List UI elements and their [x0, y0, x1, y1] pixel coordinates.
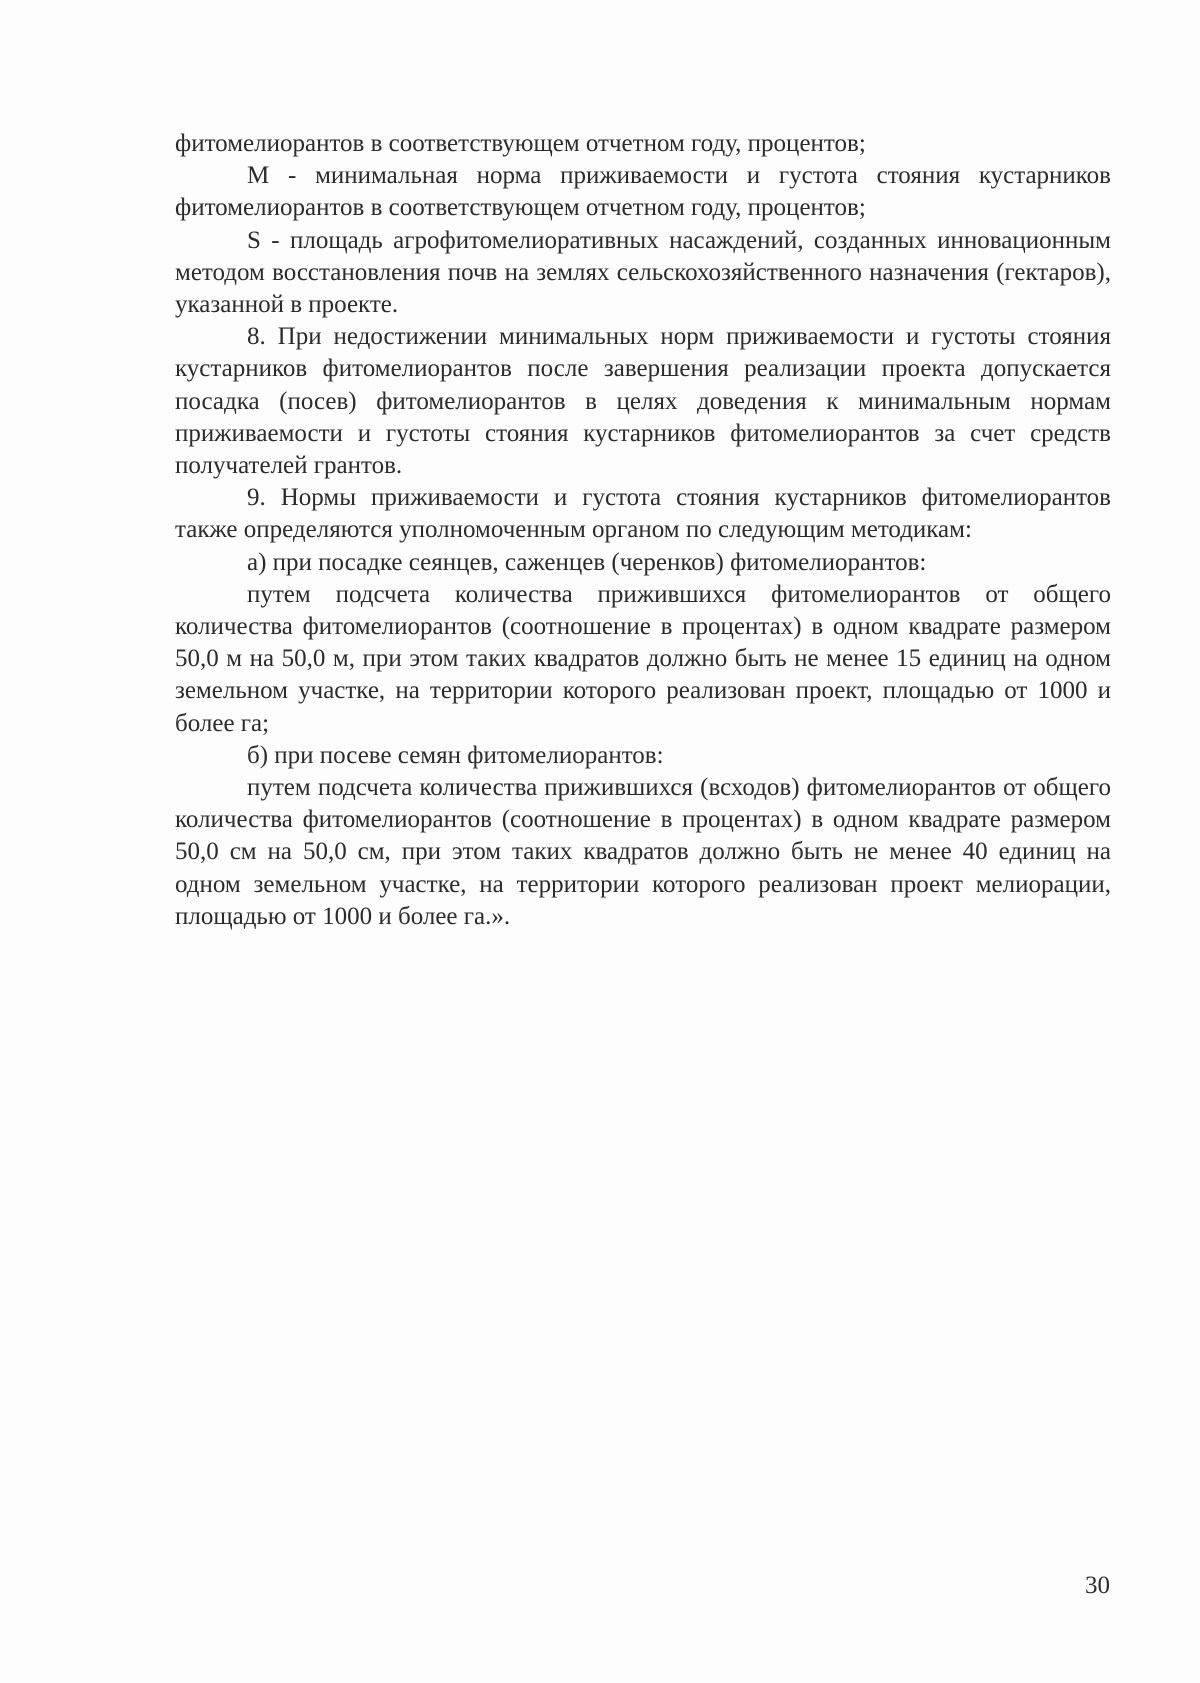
paragraph-method-b: путем подсчета количества прижившихся (всходов) фитомелиорантов от общего количества фитомелиорантов (соотношение в процентах) в одном квадрате размером 50,0 см на 50,0 см, при этом таких квадратов должно быть не менее 40 единиц на одном земельном участке, на территории которого реализован проект мелиорации, площадью от 1000 и более га.». [175, 774, 1111, 930]
paragraph-continuation: фитомелиорантов в соответствующем отчетном году, процентов; [175, 130, 866, 157]
paragraph-definition-m: М - минимальная норма приживаемости и густота стояния кустарников фитомелиорантов в соответствующем отчетном году, процентов; [175, 162, 1111, 222]
paragraph-method-a: путем подсчета количества прижившихся фитомелиорантов от общего количества фитомелиорантов (соотношение в процентах) в одном квадрате размером 50,0 м на 50,0 м, при этом таких квадратов должно быть не менее 15 единиц на одном земельном участке, на территории которого реализован проект, площадью от 1000 и более га; [175, 580, 1111, 737]
page-number: 30 [1085, 1572, 1110, 1599]
paragraph-subitem-b: б) при посеве семян фитомелиорантов: [247, 741, 664, 769]
paragraph-subitem-a: а) при посадке сеянцев, саженцев (черенков) фитомелиорантов: [247, 548, 927, 576]
paragraph-item-8: 8. При недостижении минимальных норм приживаемости и густоты стояния кустарников фитомелиорантов после завершения реализации проекта допускается посадка (посев) фитомелиорантов в целях доведения к минимальным нормам приживаемости и густоты стояния кустарников фитомелиорантов за счет средств получателей грантов. [175, 323, 1111, 480]
paragraph-definition-s: S - площадь агрофитомелиоративных насаждений, созданных инновационным методом восстановления почв на землях сельскохозяйственного назначения (гектаров), указанной в проекте. [175, 226, 1111, 319]
paragraph-item-9: 9. Нормы приживаемости и густота стояния кустарников фитомелиорантов также определяются уполномоченным органом по следующим методикам: [175, 484, 1111, 544]
document-body [175, 128, 1111, 933]
